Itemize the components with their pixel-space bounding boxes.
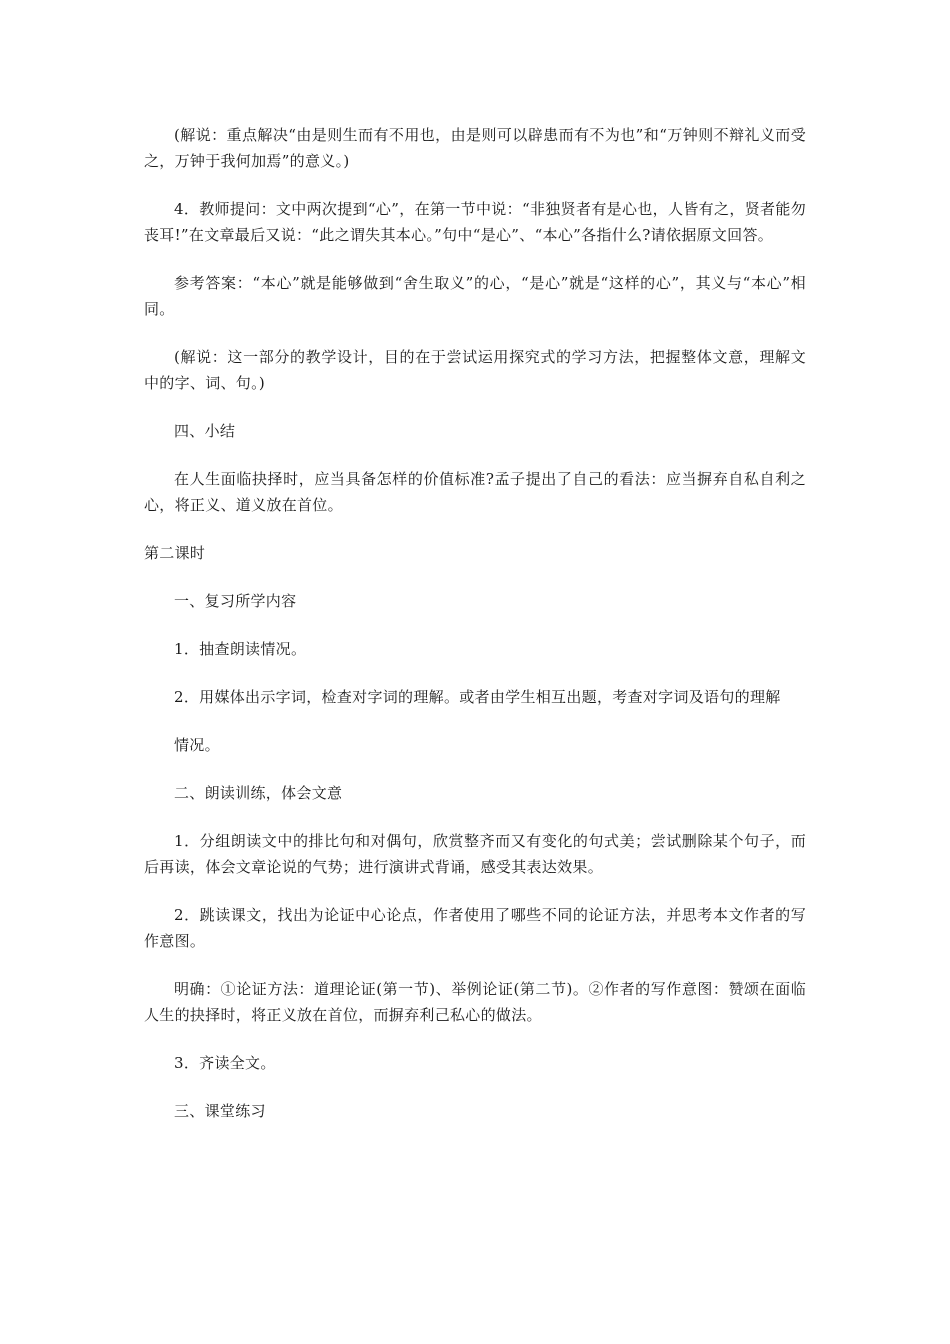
section-heading: 三、课堂练习	[174, 1102, 266, 1120]
list-item-continuation: 情况。	[174, 736, 220, 754]
reference-answer-paragraph: 参考答案：“本心”就是能够做到“舍生取义”的心，“是心”就是“这样的心”，其义与“本心”相同。	[144, 274, 806, 318]
clarification-paragraph: 明确：①论证方法：道理论证(第一节)、举例论证(第二节)。②作者的写作意图：赞颂在面临人生的抉择时，将正义放在首位，而摒弃利己私心的做法。	[144, 980, 806, 1024]
section-heading: 二、朗读训练，体会文意	[174, 784, 343, 802]
lesson-heading: 第二课时	[144, 544, 206, 562]
document-page	[144, 122, 806, 1146]
list-item: 1．分组朗读文中的排比句和对偶句，欣赏整齐而又有变化的句式美；尝试删除某个句子，而后再读，体会文章论说的气势；进行演讲式背诵，感受其表达效果。	[144, 832, 806, 876]
teacher-question-paragraph: 4．教师提问：文中两次提到“心”，在第一节中说：“非独贤者有是心也，人皆有之，贤者能勿丧耳!”在文章最后又说：“此之谓失其本心。”句中“是心”、“本心”各指什么?请依据原文回答。	[144, 200, 806, 244]
summary-paragraph: 在人生面临抉择时，应当具备怎样的价值标准?孟子提出了自己的看法：应当摒弃自私自利之心，将正义、道义放在首位。	[144, 470, 806, 514]
list-item: 2．跳读课文，找出为论证中心论点，作者使用了哪些不同的论证方法，并思考本文作者的写作意图。	[144, 906, 806, 950]
explanation-paragraph: (解说：这一部分的教学设计，目的在于尝试运用探究式的学习方法，把握整体文意，理解文中的字、词、句。)	[144, 348, 806, 392]
section-heading: 四、小结	[174, 422, 236, 440]
list-item: 2．用媒体出示字词，检查对字词的理解。或者由学生相互出题，考查对字词及语句的理解	[174, 688, 781, 706]
explanation-paragraph: (解说：重点解决“由是则生而有不用也，由是则可以辟患而有不为也”和“万钟则不辩礼义而受之，万钟于我何加焉”的意义。)	[144, 126, 806, 170]
list-item: 1．抽查朗读情况。	[174, 640, 307, 658]
section-heading: 一、复习所学内容	[174, 592, 297, 610]
list-item: 3．齐读全文。	[174, 1054, 276, 1072]
